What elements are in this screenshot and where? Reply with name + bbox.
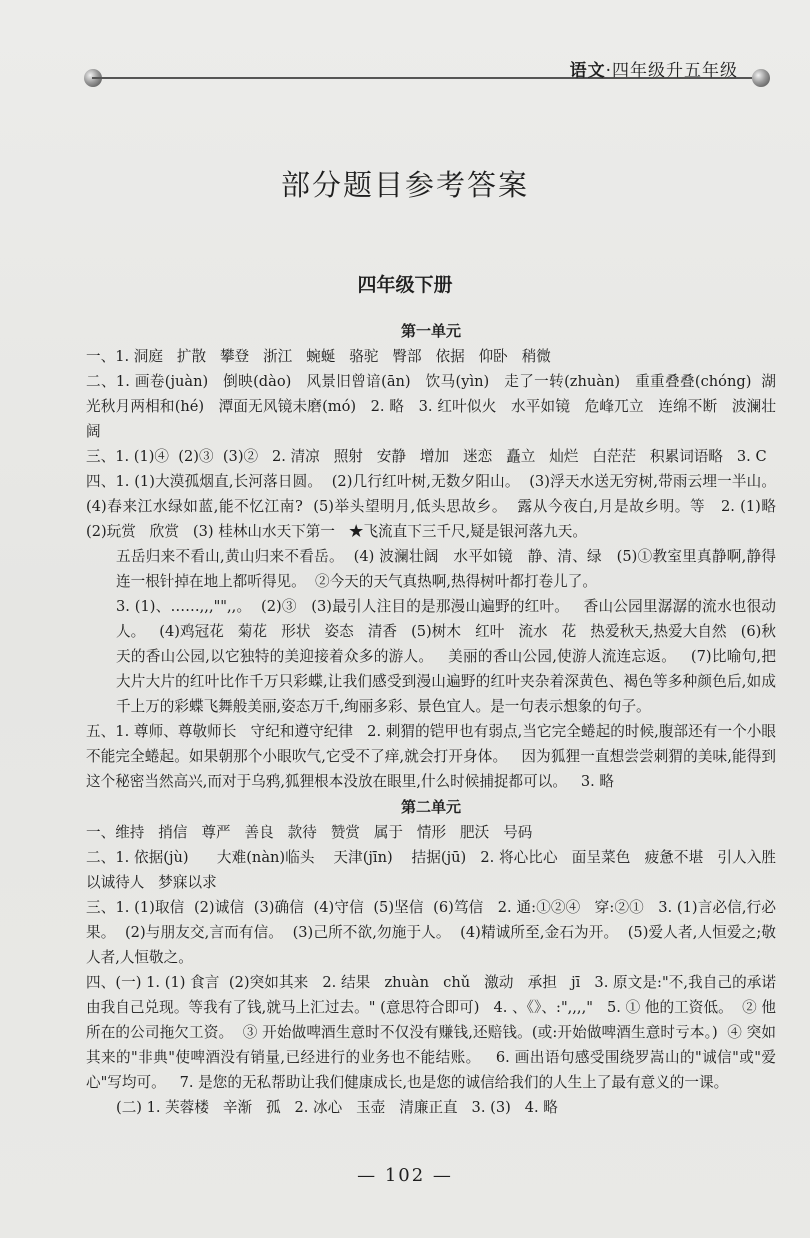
unit2-heading: 第二单元	[400, 798, 461, 816]
page-title: 部分题目参考答案	[280, 168, 529, 202]
unit1-answer-1: 一、1. 洞庭 扩散 攀登 浙江 蜿蜒 骆驼 臀部 依据 仰卧 稍微	[86, 348, 551, 365]
page-number: — 102 —	[357, 1165, 453, 1186]
unit1-answer-2: 二、1. 画卷(juàn) 倒映(dào) 风景旧曾谙(ān) 饮马(yìn) 走了一转(zhuàn) 重重叠叠(chóng) 湖光秋月两相和(hé) 潭面无风镜未磨(mó) 2. 略 3. 红叶似火 水平如镜 危峰兀立 连绵不断 波澜壮阔	[86, 373, 776, 440]
header-subject: 语文	[569, 61, 606, 81]
unit2-answer-1: 一、维持 捎信 尊严 善良 款待 赞赏 属于 情形 肥沃 号码	[86, 824, 533, 841]
answer-content	[86, 318, 790, 1120]
unit2-answer-4: 四、(一) 1. (1) 食言 (2)突如其来 2. 结果 zhuàn chǔ 激动 承担 jī 3. 原文是:"不,我自己的承诺由我自己兑现。等我有了钱,就马上汇过去。" (意思符合即可) 4. 、《》、:",,,," 5. ① 他的工资低。 ② 他所在的公司拖欠工资。 ③ 开始做啤酒生意时不仅没有赚钱,还赔钱。(或:开始做啤酒生意时亏本。) ④ 突如其来的"非典"使啤酒没有销量,已经进行的业务也不能结账。 6. 画出语句感受围绕罗嵩山的"诚信"或"爱心"写均可。 7. 是您的无私帮助让我们健康成长,也是您的诚信给我们的人生上了最有意义的一课。	[86, 974, 776, 1091]
unit1-answer-4-cont: 五岳归来不看山,黄山归来不看岳。 (4) 波澜壮阔 水平如镜 静、清、绿 (5)①教室里真静啊,静得连一根针掉在地上都听得见。 ②今天的天气真热啊,热得树叶都打卷儿了。	[116, 548, 776, 590]
header-grade: ·四年级升五年级	[605, 61, 738, 81]
unit2-answer-2: 二、1. 依据(jù) 大难(nàn)临头 天津(jīn) 拮据(jū) 2. 将心比心 面呈菜色 疲惫不堪 引人入胜 以诚待人 梦寐以求	[86, 849, 790, 891]
unit1-answer-4-3: 3. (1)、……,,,"",,。 (2)③ (3)最引人注目的是那漫山遍野的红叶。 香山公园里潺潺的流水也很动人。 (4)鸡冠花 菊花 形状 姿态 清香 (5)树木 红叶 流水 花 热爱秋天,热爱大自然 (6)秋天的香山公园,以它独特的美迎接着众多的游人。 美丽的香山公园,使游人流连忘返。 (7)比喻句,把大片大片的红叶比作千万只彩蝶,让我们感受到漫山遍野的红叶夹杂着深黄色、褐色等多种颜色后,如成千上万的彩蝶飞舞般美丽,姿态万千,绚丽多彩、景色宜人。是一句表示想象的句子。	[116, 598, 776, 715]
unit1-answer-3: 三、1. (1)④ (2)③ (3)② 2. 清凉 照射 安静 增加 迷恋 矗立 灿烂 白茫茫 积累词语略 3. C	[86, 448, 767, 465]
volume-title: 四年级下册	[357, 274, 453, 296]
unit2-answer-4-2: (二) 1. 芙蓉楼 辛渐 孤 2. 冰心 玉壶 清廉正直 3. (3) 4. 略	[116, 1099, 558, 1116]
unit1-answer-4: 四、1. (1)大漠孤烟直,长河落日圆。 (2)几行红叶树,无数夕阳山。 (3)浮天水送无穷树,带雨云埋一半山。 (4)春来江水绿如蓝,能不忆江南? (5)举头望明月,低头思故乡。 露从今夜白,月是故乡明。等 2. (1)略 (2)玩赏 欣赏 (3) 桂林山水天下第一 ★飞流直下三千尺,疑是银河落九天。	[86, 473, 790, 540]
unit1-heading: 第一单元	[400, 322, 461, 340]
running-header	[570, 56, 738, 81]
header-right-ornament	[752, 69, 770, 87]
unit2-answer-3: 三、1. (1)取信 (2)诚信 (3)确信 (4)守信 (5)坚信 (6)笃信 2. 通:①②④ 穿:②① 3. (1)言必信,行必果。 (2)与朋友交,言而有信。 (3)己所不欲,勿施于人。 (4)精诚所至,金石为开。 (5)爱人者,人恒爱之;敬人者,人恒敬之。	[86, 899, 776, 966]
unit1-answer-5: 五、1. 尊师、尊敬师长 守纪和遵守纪律 2. 刺猬的铠甲也有弱点,当它完全蜷起的时候,腹部还有一个小眼不能完全蜷起。如果朝那个小眼吹气,它受不了痒,就会打开身体。 因为狐狸一直想尝尝刺猬的美味,能得到这个秘密当然高兴,而对于乌鸦,狐狸根本没放在眼里,什么时候捕捉都可以。 3. 略	[86, 723, 776, 790]
